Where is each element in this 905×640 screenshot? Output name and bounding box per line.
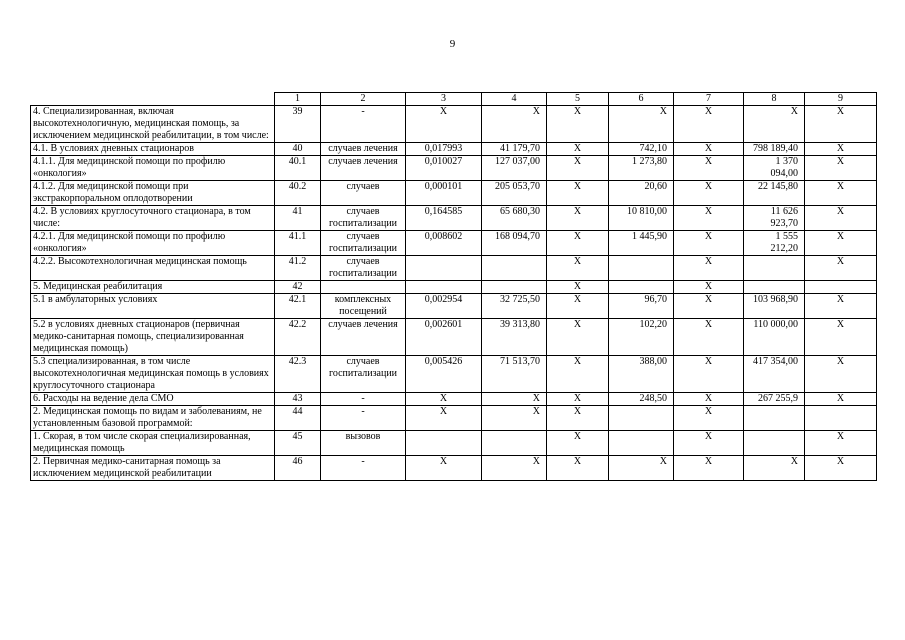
col6-cell: 248,50 <box>609 393 674 406</box>
col5-cell: X <box>547 406 609 431</box>
col7-cell: X <box>674 393 744 406</box>
col7-cell: X <box>674 256 744 281</box>
col3-cell: 0,000101 <box>406 181 482 206</box>
col3-cell: 0,010027 <box>406 156 482 181</box>
col6-cell: 20,60 <box>609 181 674 206</box>
unit-cell: случаев лечения <box>321 143 406 156</box>
row-label-cell: 5.1 в амбулаторных условиях <box>31 294 275 319</box>
row-label-cell: 5.3 специализированная, в том числе высокотехнологичная медицинская помощь в условиях круглосуточного стационара <box>31 356 275 393</box>
unit-cell: - <box>321 456 406 481</box>
col4-cell: 65 680,30 <box>482 206 547 231</box>
col9-cell <box>805 406 877 431</box>
col3-cell: X <box>406 393 482 406</box>
col7-cell: X <box>674 106 744 143</box>
page-number: 9 <box>449 38 456 50</box>
row-label-cell: 4.1.1. Для медицинской помощи по профилю «онкология» <box>31 156 275 181</box>
col6-cell: 10 810,00 <box>609 206 674 231</box>
col8-cell: X <box>744 106 805 143</box>
col9-cell: X <box>805 206 877 231</box>
col5-cell: X <box>547 256 609 281</box>
col4-cell: 127 037,00 <box>482 156 547 181</box>
col9-cell: X <box>805 393 877 406</box>
unit-cell: случаев госпитализации <box>321 256 406 281</box>
unit-cell: случаев лечения <box>321 319 406 356</box>
table-row <box>31 406 877 431</box>
row-number-cell: 39 <box>275 106 321 143</box>
col6-cell: 388,00 <box>609 356 674 393</box>
col6-cell: X <box>609 106 674 143</box>
col4-cell: 168 094,70 <box>482 231 547 256</box>
table-row <box>31 181 877 206</box>
col6-cell <box>609 281 674 294</box>
column-number: 6 <box>609 93 674 106</box>
row-label-cell: 5.2 в условиях дневных стационаров (первичная медико-санитарная помощь, специализированная медицинская помощь) <box>31 319 275 356</box>
table-row <box>31 206 877 231</box>
table-row <box>31 281 877 294</box>
col5-cell: X <box>547 231 609 256</box>
table-row <box>31 156 877 181</box>
table-row <box>31 319 877 356</box>
col9-cell: X <box>805 143 877 156</box>
col7-cell: X <box>674 143 744 156</box>
row-number-cell: 42.1 <box>275 294 321 319</box>
row-number-cell: 41.2 <box>275 256 321 281</box>
col7-cell: X <box>674 406 744 431</box>
col6-cell <box>609 256 674 281</box>
table-row <box>31 393 877 406</box>
row-number-cell: 40.2 <box>275 181 321 206</box>
row-label-cell: 4.2. В условиях круглосуточного стационара, в том числе: <box>31 206 275 231</box>
col9-cell: X <box>805 319 877 356</box>
col4-cell: 41 179,70 <box>482 143 547 156</box>
row-label-cell: 4. Специализированная, включая высокотехнологичную, медицинская помощь, за исключением медицинской реабилитации, в том числе: <box>31 106 275 143</box>
table-row <box>31 456 877 481</box>
unit-cell: комплексных посещений <box>321 294 406 319</box>
col5-cell: X <box>547 431 609 456</box>
table-row <box>31 431 877 456</box>
col6-cell <box>609 406 674 431</box>
col9-cell: X <box>805 294 877 319</box>
col9-cell: X <box>805 256 877 281</box>
header-blank-cell <box>31 93 275 106</box>
unit-cell: случаев госпитализации <box>321 356 406 393</box>
col4-cell: 39 313,80 <box>482 319 547 356</box>
row-number-cell: 42 <box>275 281 321 294</box>
col7-cell: X <box>674 456 744 481</box>
table-body <box>31 93 877 481</box>
col3-cell <box>406 431 482 456</box>
col9-cell: X <box>805 356 877 393</box>
col5-cell: X <box>547 206 609 231</box>
row-label-cell: 4.2.2. Высокотехнологичная медицинская помощь <box>31 256 275 281</box>
column-number: 7 <box>674 93 744 106</box>
table-row <box>31 356 877 393</box>
col6-cell: 742,10 <box>609 143 674 156</box>
unit-cell: - <box>321 106 406 143</box>
row-number-cell: 42.3 <box>275 356 321 393</box>
col4-cell: 32 725,50 <box>482 294 547 319</box>
table-row <box>31 143 877 156</box>
col8-cell <box>744 431 805 456</box>
col8-cell: 417 354,00 <box>744 356 805 393</box>
column-number: 1 <box>275 93 321 106</box>
col8-cell: 267 255,9 <box>744 393 805 406</box>
col9-cell: X <box>805 181 877 206</box>
col4-cell <box>482 431 547 456</box>
col5-cell: X <box>547 456 609 481</box>
col4-cell <box>482 281 547 294</box>
row-label-cell: 5. Медицинская реабилитация <box>31 281 275 294</box>
column-number: 5 <box>547 93 609 106</box>
col8-cell <box>744 256 805 281</box>
col6-cell: X <box>609 456 674 481</box>
col7-cell: X <box>674 431 744 456</box>
col6-cell <box>609 431 674 456</box>
row-number-cell: 44 <box>275 406 321 431</box>
column-number: 9 <box>805 93 877 106</box>
unit-cell: вызовов <box>321 431 406 456</box>
col8-cell <box>744 406 805 431</box>
row-number-cell: 45 <box>275 431 321 456</box>
unit-cell: - <box>321 406 406 431</box>
col6-cell: 1 445,90 <box>609 231 674 256</box>
col5-cell: X <box>547 106 609 143</box>
col4-cell: X <box>482 106 547 143</box>
col9-cell: X <box>805 456 877 481</box>
row-label-cell: 4.1. В условиях дневных стационаров <box>31 143 275 156</box>
col7-cell: X <box>674 281 744 294</box>
col4-cell: 205 053,70 <box>482 181 547 206</box>
col3-cell: 0,002601 <box>406 319 482 356</box>
unit-cell: случаев <box>321 181 406 206</box>
col3-cell: 0,008602 <box>406 231 482 256</box>
table-row <box>31 106 877 143</box>
col4-cell: X <box>482 406 547 431</box>
col8-cell: 1 370 094,00 <box>744 156 805 181</box>
row-label-cell: 4.1.2. Для медицинской помощи при экстракорпоральном оплодотворении <box>31 181 275 206</box>
col9-cell: X <box>805 106 877 143</box>
col7-cell: X <box>674 156 744 181</box>
row-label-cell: 4.2.1. Для медицинской помощи по профилю «онкология» <box>31 231 275 256</box>
col4-cell <box>482 256 547 281</box>
table-row <box>31 256 877 281</box>
col3-cell: X <box>406 406 482 431</box>
col5-cell: X <box>547 294 609 319</box>
col8-cell: 103 968,90 <box>744 294 805 319</box>
col3-cell <box>406 281 482 294</box>
col9-cell: X <box>805 156 877 181</box>
row-number-cell: 43 <box>275 393 321 406</box>
col4-cell: 71 513,70 <box>482 356 547 393</box>
col7-cell: X <box>674 294 744 319</box>
row-number-cell: 41.1 <box>275 231 321 256</box>
row-label-cell: 1. Скорая, в том числе скорая специализированная, медицинская помощь <box>31 431 275 456</box>
column-number: 4 <box>482 93 547 106</box>
col5-cell: X <box>547 319 609 356</box>
row-number-cell: 46 <box>275 456 321 481</box>
col8-cell: X <box>744 456 805 481</box>
col3-cell: X <box>406 456 482 481</box>
col3-cell: 0,005426 <box>406 356 482 393</box>
col5-cell: X <box>547 281 609 294</box>
col8-cell: 110 000,00 <box>744 319 805 356</box>
table-row <box>31 231 877 256</box>
col7-cell: X <box>674 356 744 393</box>
row-label-cell: 2. Первичная медико-санитарная помощь за исключением медицинской реабилитации <box>31 456 275 481</box>
column-number: 2 <box>321 93 406 106</box>
col9-cell <box>805 281 877 294</box>
col3-cell <box>406 256 482 281</box>
col9-cell: X <box>805 231 877 256</box>
row-number-cell: 42.2 <box>275 319 321 356</box>
col3-cell: X <box>406 106 482 143</box>
col7-cell: X <box>674 181 744 206</box>
col8-cell <box>744 281 805 294</box>
col5-cell: X <box>547 356 609 393</box>
col5-cell: X <box>547 181 609 206</box>
row-number-cell: 40.1 <box>275 156 321 181</box>
col7-cell: X <box>674 319 744 356</box>
col3-cell: 0,017993 <box>406 143 482 156</box>
col9-cell: X <box>805 431 877 456</box>
col6-cell: 96,70 <box>609 294 674 319</box>
unit-cell: случаев госпитализации <box>321 231 406 256</box>
unit-cell: случаев госпитализации <box>321 206 406 231</box>
unit-cell: - <box>321 393 406 406</box>
col6-cell: 1 273,80 <box>609 156 674 181</box>
row-number-cell: 41 <box>275 206 321 231</box>
col7-cell: X <box>674 231 744 256</box>
col4-cell: X <box>482 456 547 481</box>
unit-cell: случаев лечения <box>321 156 406 181</box>
col3-cell: 0,002954 <box>406 294 482 319</box>
col8-cell: 11 626 923,70 <box>744 206 805 231</box>
column-number: 8 <box>744 93 805 106</box>
unit-cell <box>321 281 406 294</box>
col7-cell: X <box>674 206 744 231</box>
column-number: 3 <box>406 93 482 106</box>
table-row <box>31 294 877 319</box>
col8-cell: 798 189,40 <box>744 143 805 156</box>
col8-cell: 1 555 212,20 <box>744 231 805 256</box>
col8-cell: 22 145,80 <box>744 181 805 206</box>
col5-cell: X <box>547 143 609 156</box>
col6-cell: 102,20 <box>609 319 674 356</box>
medical-care-table <box>30 92 877 481</box>
col4-cell: X <box>482 393 547 406</box>
column-number-row <box>31 93 877 106</box>
row-number-cell: 40 <box>275 143 321 156</box>
row-label-cell: 2. Медицинская помощь по видам и заболеваниям, не установленным базовой программой: <box>31 406 275 431</box>
col5-cell: X <box>547 156 609 181</box>
col5-cell: X <box>547 393 609 406</box>
col3-cell: 0,164585 <box>406 206 482 231</box>
row-label-cell: 6. Расходы на ведение дела СМО <box>31 393 275 406</box>
